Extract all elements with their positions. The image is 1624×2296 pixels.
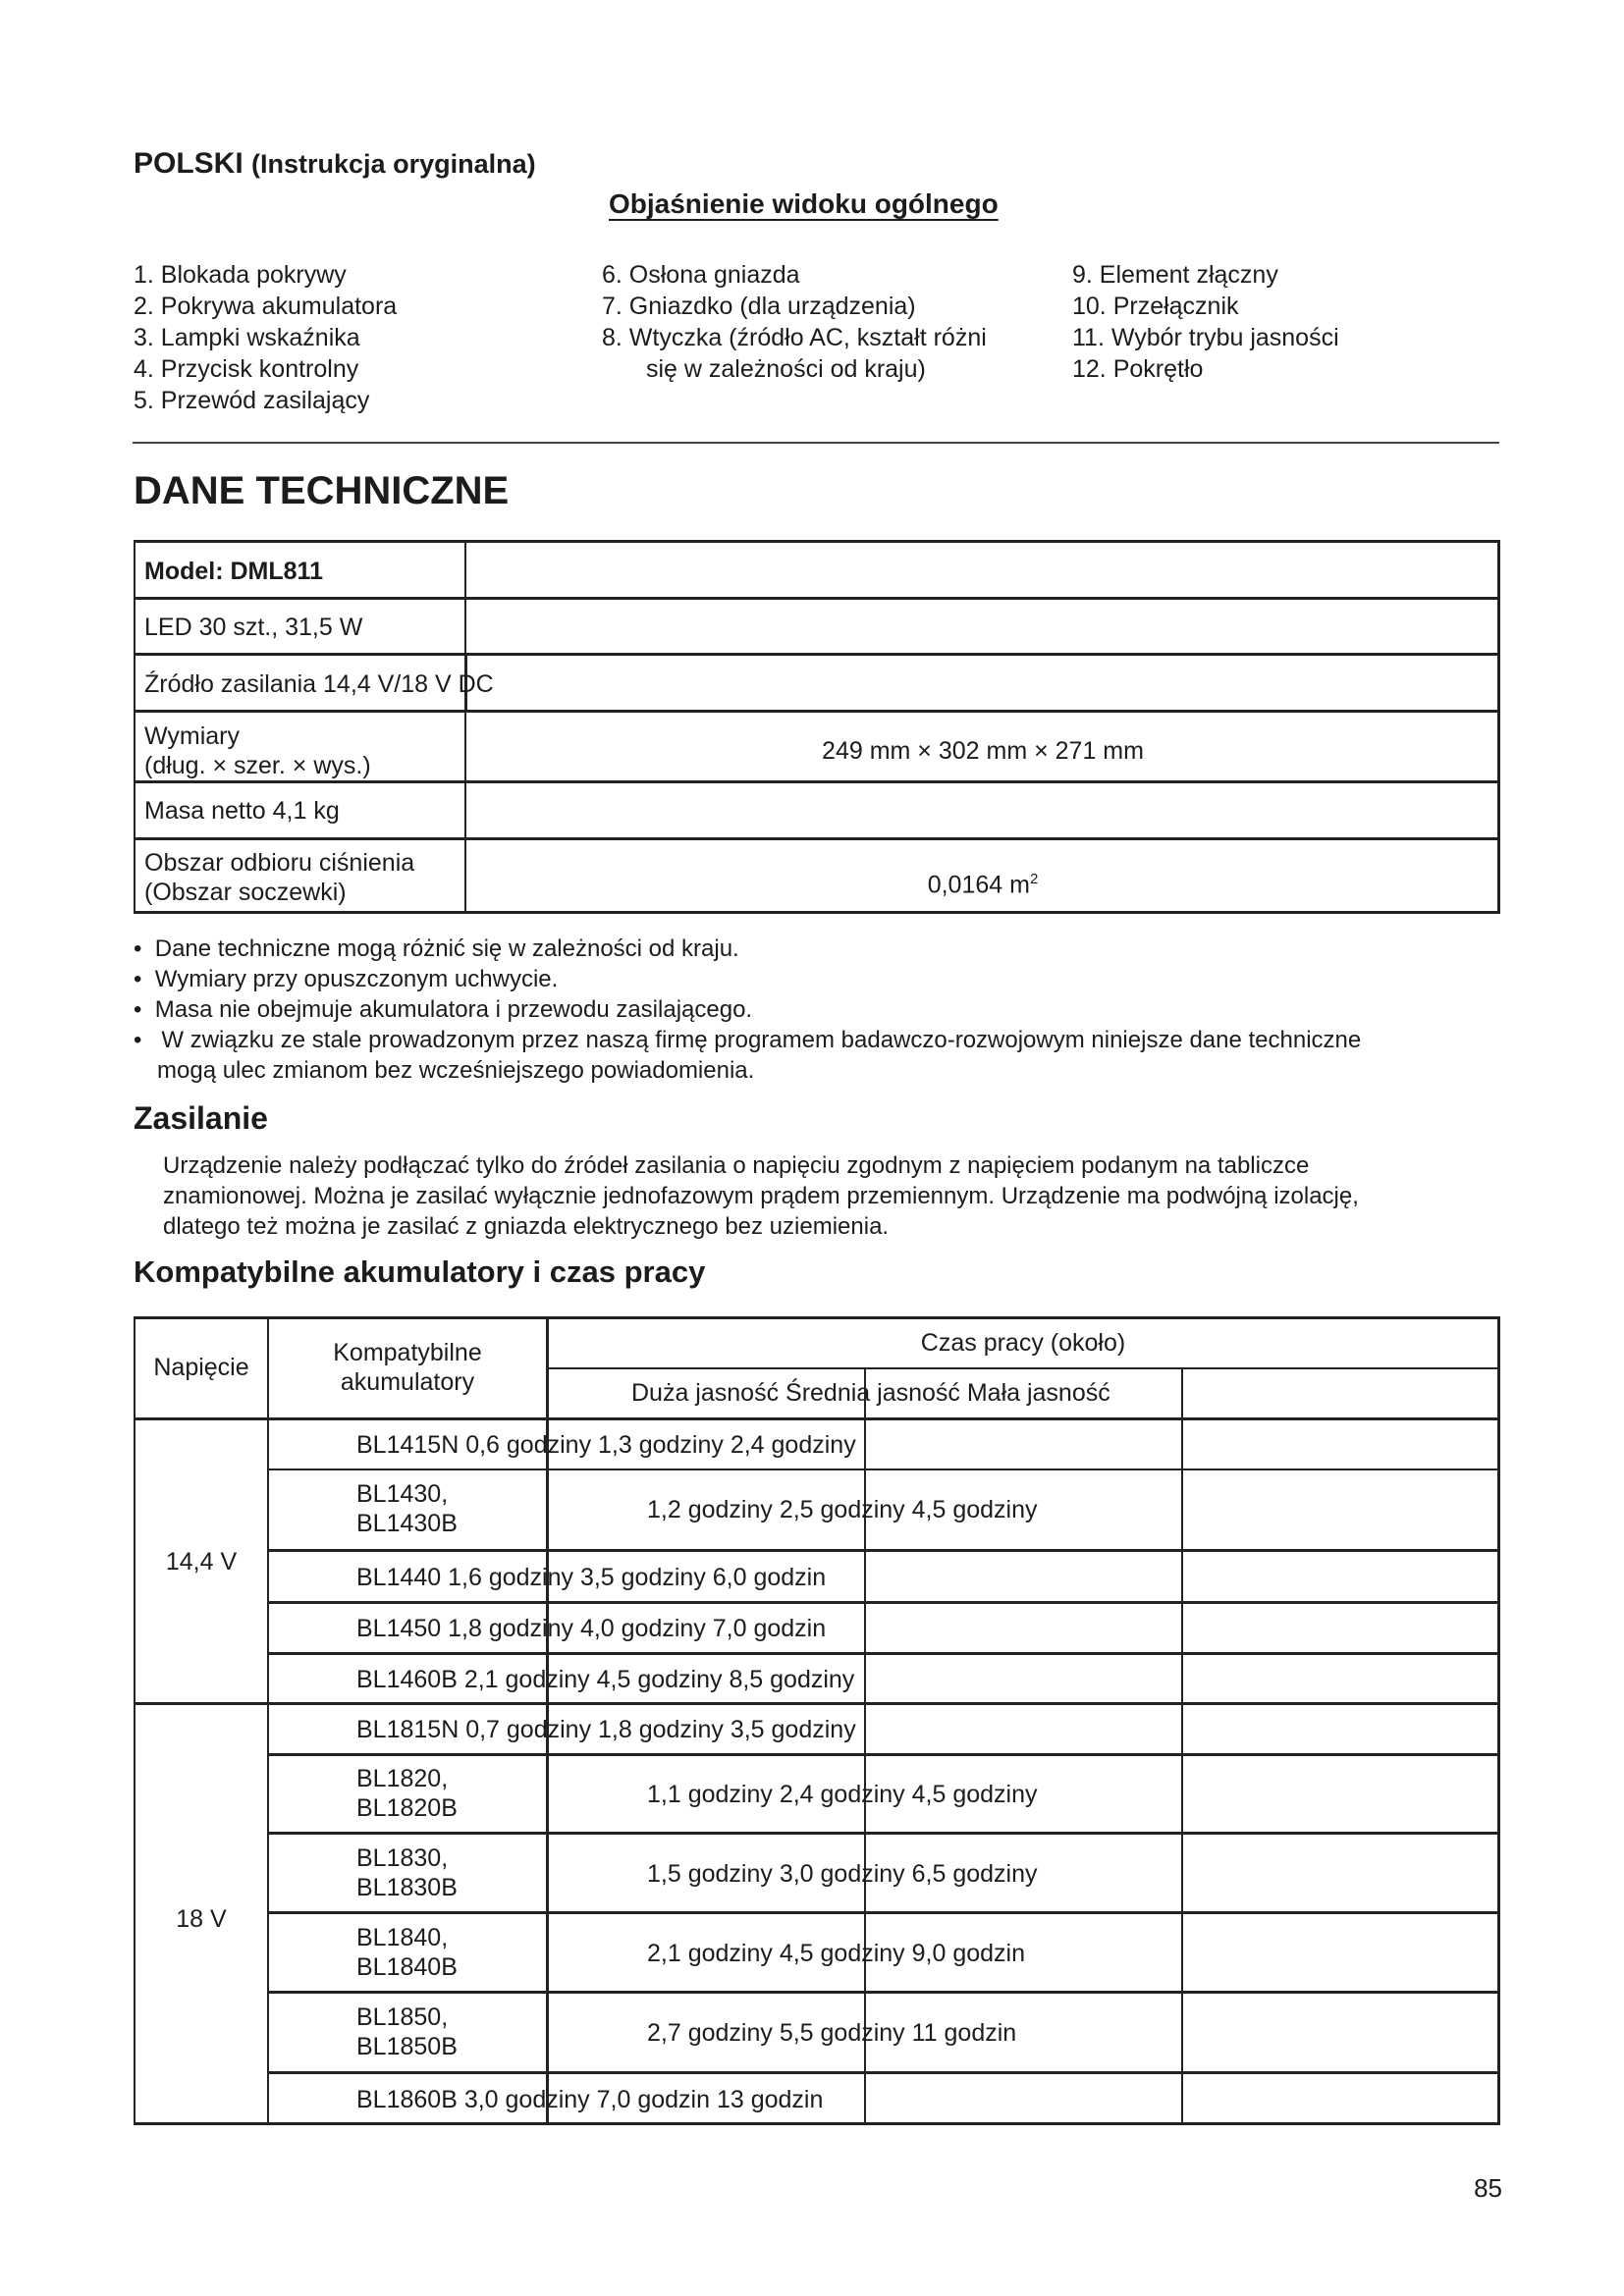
table-border [267,1468,1500,1470]
battery-name-line: BL1840B [356,1953,458,1981]
note-text: W związku ze stale prowadzonym przez naszą firmę programem badawczo-rozwojowym niniejsze dane techniczne [161,1027,1362,1053]
table-border [267,1832,1500,1835]
battery-row-name [356,1843,458,1902]
battery-row-times: 1,1 godziny 2,4 godziny 4,5 godziny [647,1781,1038,1808]
spec-pressure-area-number: 0,0164 m [927,871,1030,899]
battery-name-line: BL1430B [356,1510,458,1537]
table-border [267,1601,1500,1604]
table-border [134,780,1500,783]
table-border [267,1652,1500,1655]
spec-dimensions-label-line: (dług. × szer. × wys.) [144,752,371,779]
table-border [267,2071,1500,2074]
spec-notes [134,934,1508,1086]
spec-dimensions-value: 249 mm × 302 mm × 271 mm [822,737,1144,765]
battery-row-times: 2,1 godziny 4,5 godziny 9,0 godzin [647,1940,1025,1967]
power-supply-heading: Zasilanie [134,1100,268,1136]
battery-name-line: BL1840, [356,1924,449,1951]
table-border [267,1911,1500,1914]
specs-heading: DANE TECHNICZNE [134,469,510,512]
spec-pressure-area-sup: 2 [1029,871,1039,887]
table-border [134,597,1500,600]
table-border [134,540,135,914]
legend-item: 9. Element złączny [1072,261,1278,289]
table-border [134,1702,1500,1705]
page-number: 85 [1474,2173,1502,2203]
table-border [134,1316,1500,1319]
note-item: mogą ulec zmianom bez wcześniejszego powiadomienia. [157,1057,755,1084]
battery-row: BL1415N 0,6 godziny 1,3 godziny 2,4 godziny [356,1431,856,1459]
col-header-batteries-line: Kompatybilne [333,1339,482,1366]
table-border [864,1367,866,2125]
spec-led: LED 30 szt., 31,5 W [144,614,363,641]
note-item: • Wymiary przy opuszczonym uchwycie. [134,966,559,992]
legend-item: 4. Przycisk kontrolny [134,355,359,383]
battery-name-line: BL1830B [356,1874,458,1901]
language-note: (Instrukcja oryginalna) [251,149,536,179]
battery-table-heading: Kompatybilne akumulatory i czas pracy [134,1255,706,1289]
legend-column-1 [134,259,397,416]
table-border [546,1367,1500,1369]
table-border [464,540,466,914]
spec-pressure-area-line: Obszar odbioru ciśnienia [144,849,415,877]
col-header-batteries [269,1338,546,1397]
spec-pressure-area-line: (Obszar soczewki) [144,879,347,906]
legend-item: 2. Pokrywa akumulatora [134,293,398,320]
legend-item: 8. Wtyczka (źródło AC, kształt różni [602,324,987,351]
language-title [134,147,536,181]
spec-dimensions-label [144,721,371,780]
battery-row-times: 2,7 godziny 5,5 godziny 11 godzin [647,2019,1017,2047]
battery-row-name [356,2002,458,2061]
table-border [134,1316,135,2125]
battery-row-name [356,1479,458,1538]
legend-item: 11. Wybór trybu jasności [1072,324,1339,351]
legend-item: 12. Pokrętło [1072,355,1204,383]
legend-column-2 [602,259,987,385]
power-supply-text [163,1150,1518,1242]
col-header-runtime: Czas pracy (około) [920,1329,1126,1357]
spec-power-source: Źródło zasilania 14,4 V/18 V DC [144,670,494,698]
battery-name-line: BL1430, [356,1480,449,1508]
power-supply-line: Urządzenie należy podłączać tylko do źródeł zasilania o napięciu zgodnym z napięciem podanym na tabliczce [163,1152,1310,1179]
battery-name-line: BL1820B [356,1794,458,1822]
battery-row: BL1460B 2,1 godziny 4,5 godziny 8,5 godziny [356,1666,855,1693]
battery-row-times: 1,2 godziny 2,5 godziny 4,5 godziny [647,1496,1038,1523]
spec-net-weight: Masa netto 4,1 kg [144,797,340,825]
battery-row: BL1815N 0,7 godziny 1,8 godziny 3,5 godziny [356,1716,856,1743]
note-text: Wymiary przy opuszczonym uchwycie. [154,966,559,992]
voltage-group-18: 18 V [176,1905,227,1933]
power-supply-line: dlatego też można je zasilać z gniazda elektrycznego bez uziemienia. [163,1213,890,1240]
spec-dimensions-label-line: Wymiary [144,722,240,750]
note-text: Masa nie obejmuje akumulatora i przewodu zasilającego. [154,996,753,1023]
legend-item: 5. Przewód zasilający [134,387,370,414]
legend-column-3 [1072,259,1339,385]
battery-row: BL1450 1,8 godziny 4,0 godziny 7,0 godzin [356,1615,827,1642]
battery-row-times: 1,5 godziny 3,0 godziny 6,5 godziny [647,1860,1038,1888]
battery-row-name [356,1764,458,1823]
legend-item: 10. Przełącznik [1072,293,1239,320]
battery-row: BL1860B 3,0 godziny 7,0 godzin 13 godzin [356,2086,824,2113]
note-text: Dane techniczne mogą różnić się w zależności od kraju. [154,935,739,962]
table-border [267,1753,1500,1756]
language-label: POLSKI [134,147,244,180]
table-border [1497,540,1500,914]
spec-pressure-area-value [467,865,1498,899]
table-border [134,911,1500,914]
battery-name-line: BL1850, [356,2003,449,2031]
general-view-title: Objaśnienie widoku ogólnego [609,188,999,219]
col-header-batteries-line: akumulatory [340,1368,475,1396]
battery-row: BL1440 1,6 godziny 3,5 godziny 6,0 godzin [356,1564,827,1591]
table-border [134,2122,1500,2125]
col-header-runtime-sub: Duża jasność Średnia jasność Mała jasność [631,1379,1110,1407]
table-border [134,653,1500,656]
power-supply-line: znamionowej. Można je zasilać wyłącznie jednofazowym prądem przemiennym. Urządzenie ma podwójną izolację, [163,1183,1359,1209]
section-divider [133,442,1499,444]
note-item: • Dane techniczne mogą różnić się w zależności od kraju. [134,935,739,962]
table-border [1181,1367,1183,2125]
spec-model: Model: DML811 [144,558,323,585]
legend-item: 6. Osłona gniazda [602,261,800,289]
legend-item: 7. Gniazdko (dla urządzenia) [602,293,916,320]
legend-item: się w zależności od kraju) [646,355,926,383]
battery-name-line: BL1850B [356,2033,458,2060]
table-border [267,1316,269,2125]
battery-name-line: BL1830, [356,1844,449,1872]
table-border [134,837,1500,840]
voltage-group-14: 14,4 V [165,1548,238,1575]
col-header-voltage: Napięcie [153,1354,249,1381]
spec-pressure-area-label [144,848,414,907]
table-border [134,710,1500,713]
note-item: • Masa nie obejmuje akumulatora i przewodu zasilającego. [134,996,753,1023]
legend-item: 3. Lampki wskaźnika [134,324,360,351]
table-border [267,1549,1500,1552]
battery-name-line: BL1820, [356,1765,449,1792]
legend-item: 1. Blokada pokrywy [134,261,347,289]
note-item: • W związku ze stale prowadzonym przez naszą firmę programem badawczo-rozwojowym niniejsze dane techniczne [134,1027,1362,1053]
table-border [134,1417,1500,1420]
table-border [134,540,1500,543]
table-border [1497,1316,1500,2125]
table-border [267,1991,1500,1994]
battery-row-name [356,1923,458,1982]
